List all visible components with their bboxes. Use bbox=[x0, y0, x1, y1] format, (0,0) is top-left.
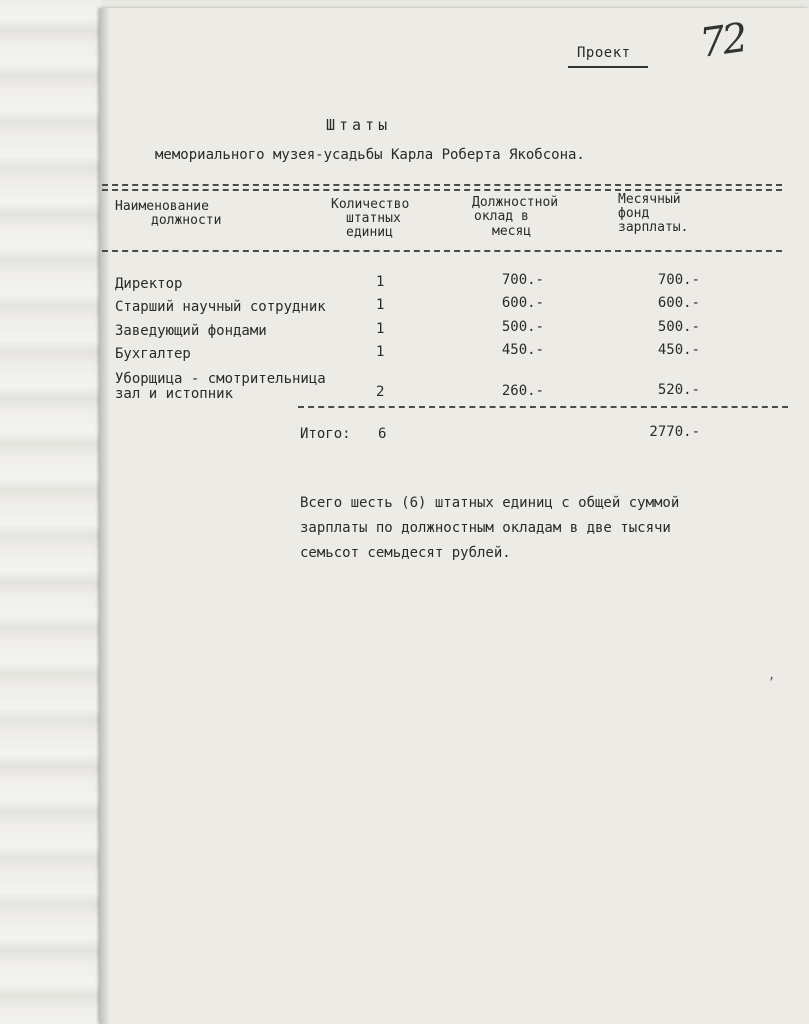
row-position: Заведующий фондами bbox=[115, 323, 267, 339]
page-edge-shadow bbox=[100, 8, 110, 1024]
document-title: Штаты bbox=[326, 116, 392, 134]
row-salary: 700.- bbox=[501, 272, 544, 288]
row-units: 1 bbox=[376, 274, 385, 290]
stray-mark: ‚ bbox=[768, 668, 776, 682]
header-salary-line-2: оклад в bbox=[474, 209, 529, 224]
project-label: Проект bbox=[577, 45, 631, 61]
row-units: 1 bbox=[376, 321, 385, 337]
row-position: Старший научный сотрудник bbox=[115, 299, 326, 315]
total-rule bbox=[298, 406, 788, 408]
header-position-line-1: Наименование bbox=[115, 199, 209, 214]
row-position: Уборщица - смотрительница bbox=[115, 371, 326, 387]
row-salary: 450.- bbox=[501, 342, 544, 358]
row-position-line-2: зал и истопник bbox=[115, 386, 234, 402]
header-fund-line-3: зарплаты. bbox=[618, 220, 689, 235]
table-top-rule bbox=[102, 184, 782, 186]
row-units: 1 bbox=[376, 297, 385, 313]
document-subtitle: мемориального музея-усадьбы Карла Роберта Якобсона. bbox=[155, 147, 585, 163]
row-units: 2 bbox=[376, 384, 385, 400]
total-fund: 2770.- bbox=[649, 424, 700, 440]
row-salary: 260.- bbox=[501, 383, 544, 399]
row-fund: 500.- bbox=[657, 319, 700, 335]
total-label: Итого: bbox=[300, 426, 351, 442]
row-fund: 700.- bbox=[657, 272, 700, 288]
header-units-line-2: штатных bbox=[346, 211, 401, 226]
header-units-line-1: Количество bbox=[331, 197, 410, 212]
row-fund: 450.- bbox=[657, 342, 700, 358]
header-fund-line-2: фонд bbox=[618, 206, 650, 221]
header-salary-line-3: месяц bbox=[492, 224, 532, 239]
scan-background bbox=[0, 0, 102, 1024]
row-fund: 600.- bbox=[657, 295, 700, 311]
row-position: Бухгалтер bbox=[115, 346, 191, 362]
row-position: Директор bbox=[115, 276, 183, 292]
table-header-rule bbox=[102, 250, 782, 252]
project-underline bbox=[568, 66, 648, 68]
row-fund: 520.- bbox=[657, 382, 700, 398]
header-salary-line-1: Должностной bbox=[472, 195, 559, 210]
header-position-line-2: должности bbox=[151, 213, 222, 228]
summary-line: семьсот семьдесят рублей. bbox=[300, 545, 511, 561]
row-salary: 500.- bbox=[501, 319, 544, 335]
handwritten-page-number: 72 bbox=[697, 15, 748, 67]
header-units-line-3: единиц bbox=[346, 225, 393, 240]
table-top-rule-double bbox=[102, 189, 782, 191]
total-units: 6 bbox=[378, 426, 387, 442]
row-salary: 600.- bbox=[501, 295, 544, 311]
summary-line: зарплаты по должностным окладам в две тысячи bbox=[300, 520, 671, 536]
header-fund-line-1: Месячный bbox=[618, 192, 681, 207]
row-units: 1 bbox=[376, 344, 385, 360]
summary-line: Всего шесть (6) штатных единиц с общей суммой bbox=[300, 495, 680, 511]
